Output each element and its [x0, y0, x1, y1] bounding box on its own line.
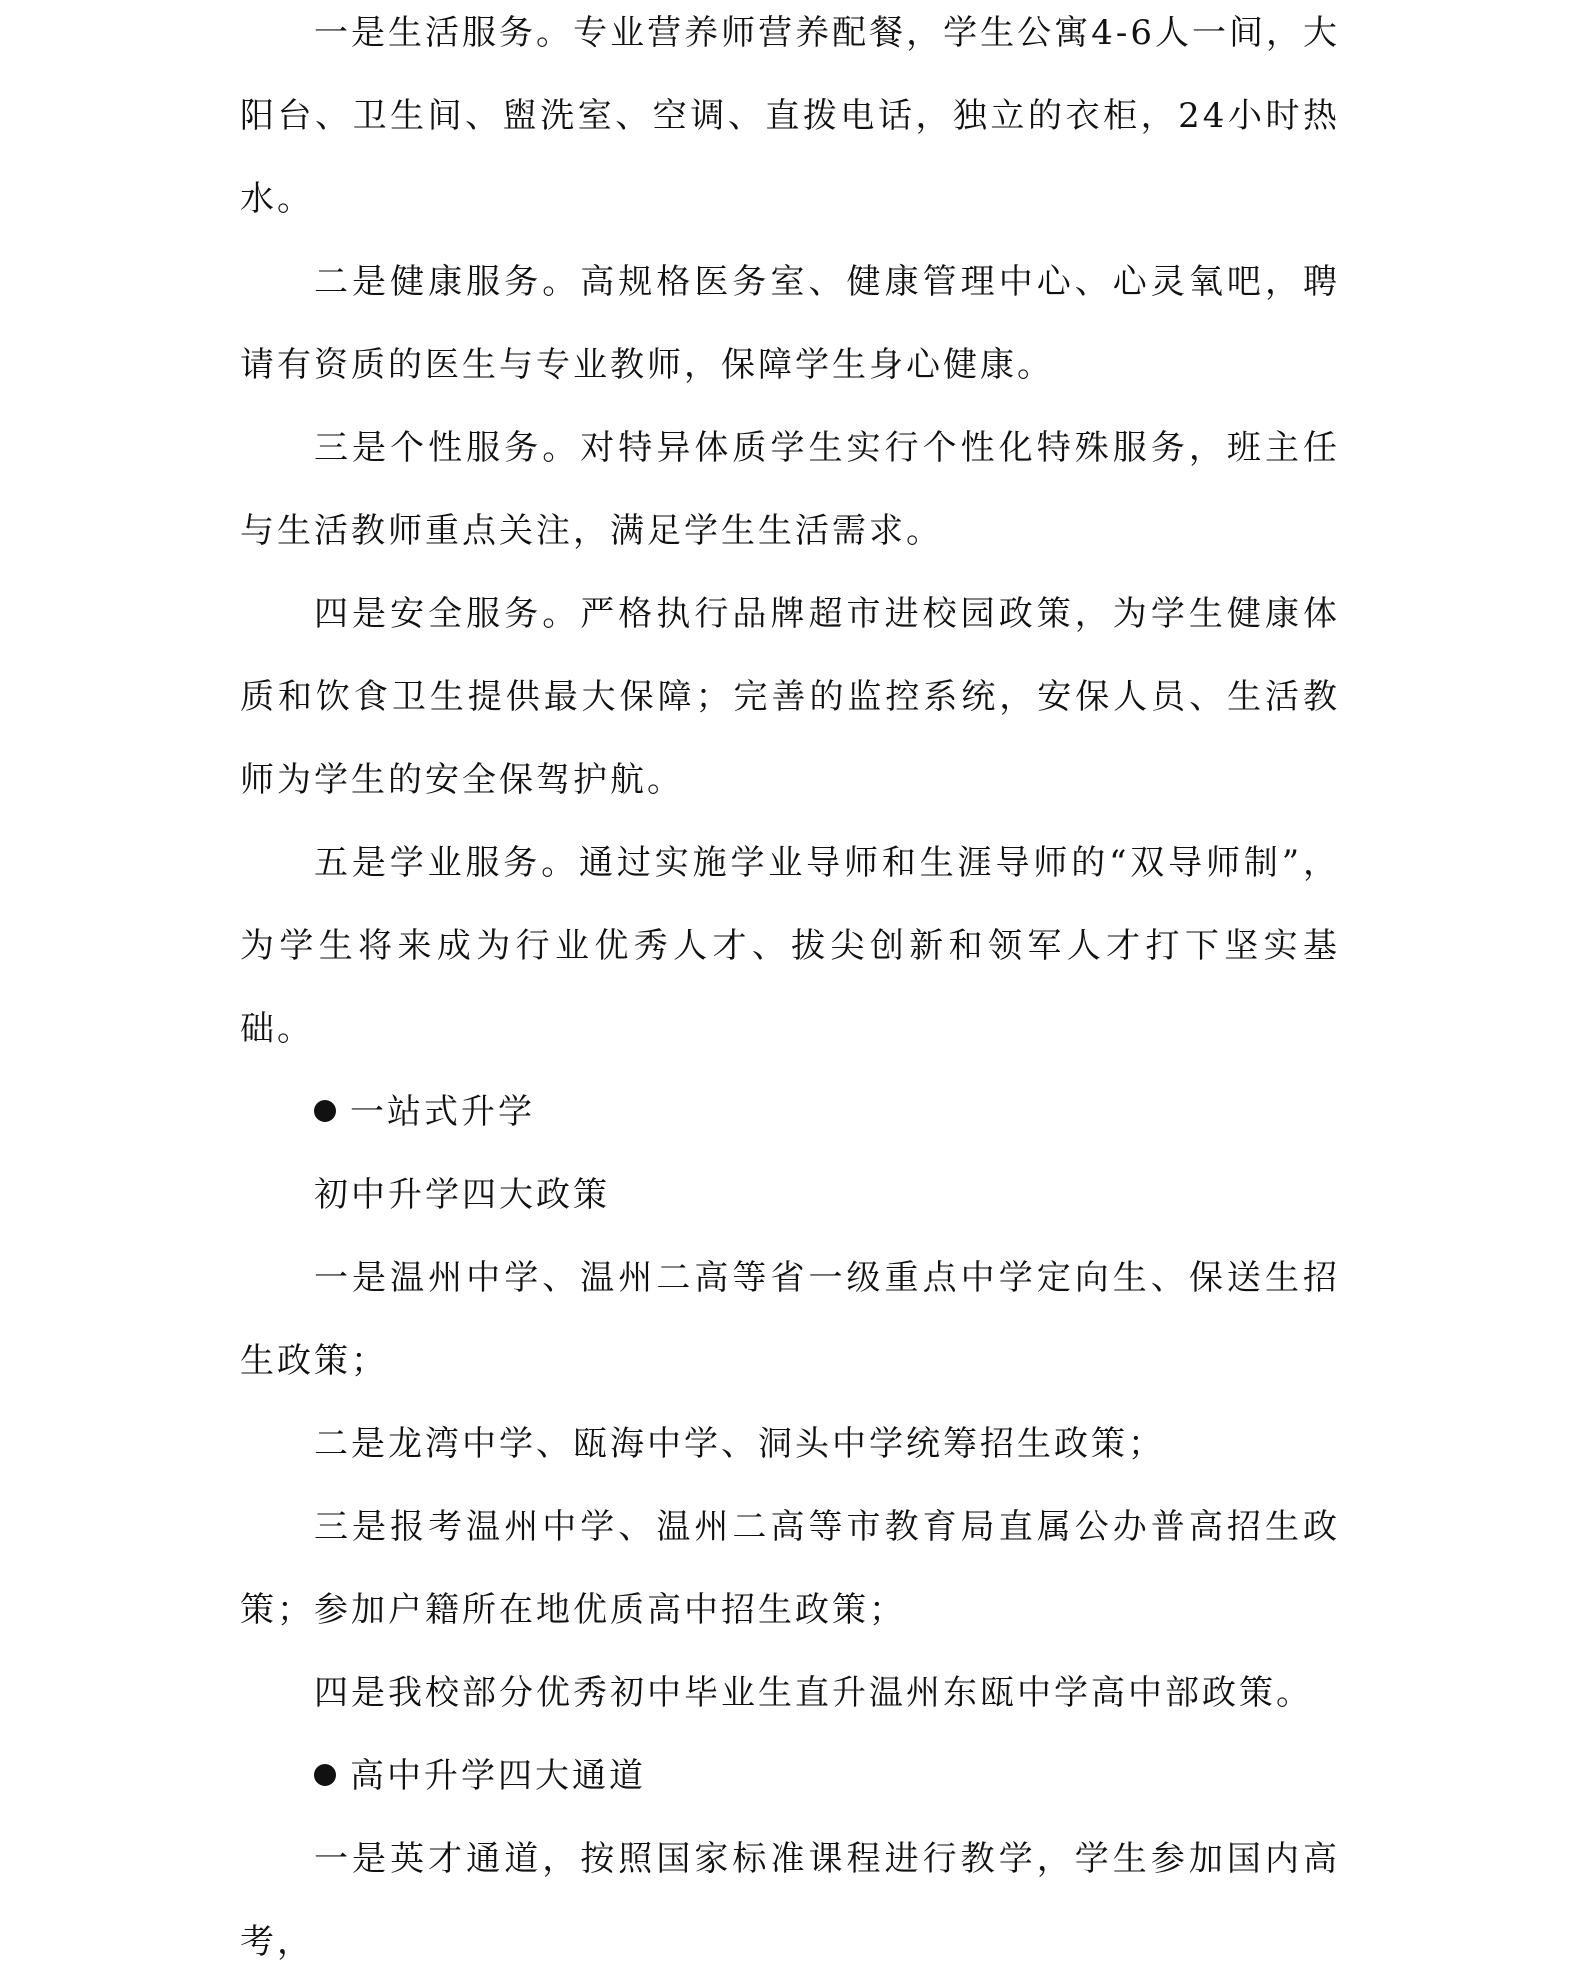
- subheading-junior-policies: 初中升学四大政策: [314, 1175, 610, 1215]
- paragraph-academic-service: 五是学业服务。通过实施学业导师和生涯导师的“双导师制”，为学生将来成为行业优秀人才、拔尖创新和领军人才打下坚实基础。: [240, 843, 1340, 1049]
- paragraph-policy-three: 三是报考温州中学、温州二高等市教育局直属公办普高招生政策；参加户籍所在地优质高中招生政策；: [240, 1507, 1340, 1630]
- paragraph-policy-four: 四是我校部分优秀初中毕业生直升温州东瓯中学高中部政策。: [314, 1673, 1313, 1713]
- paragraph-policy-two: 二是龙湾中学、瓯海中学、洞头中学统筹招生政策；: [314, 1424, 1165, 1464]
- bullet-heading-one-stop: [240, 1071, 1340, 1154]
- document-page: [240, 0, 1340, 1962]
- paragraph-policy-one: 一是温州中学、温州二高等省一级重点中学定向生、保送生招生政策；: [240, 1258, 1340, 1381]
- paragraph-health-service: 二是健康服务。高规格医务室、健康管理中心、心灵氧吧，聘请有资质的医生与专业教师，保障学生身心健康。: [240, 262, 1340, 385]
- paragraph-channel-one: 一是英才通道，按照国家标准课程进行教学，学生参加国内高考，: [240, 1839, 1340, 1962]
- bullet-heading-senior-channels: [240, 1735, 1340, 1818]
- paragraph-personal-service: 三是个性服务。对特异体质学生实行个性化特殊服务，班主任与生活教师重点关注，满足学生生活需求。: [240, 428, 1340, 551]
- paragraph-safety-service: 四是安全服务。严格执行品牌超市进校园政策，为学生健康体质和饮食卫生提供最大保障；完善的监控系统，安保人员、生活教师为学生的安全保驾护航。: [240, 594, 1340, 800]
- bullet-heading-text: 一站式升学: [350, 1092, 535, 1132]
- bullet-dot-icon: [314, 1764, 336, 1786]
- bullet-dot-icon: [314, 1100, 336, 1122]
- bullet-heading-text: 高中升学四大通道: [350, 1756, 646, 1796]
- paragraph-living-service: 一是生活服务。专业营养师营养配餐，学生公寓4-6人一间，大阳台、卫生间、盥洗室、空调、直拨电话，独立的衣柜，24小时热水。: [240, 13, 1340, 219]
